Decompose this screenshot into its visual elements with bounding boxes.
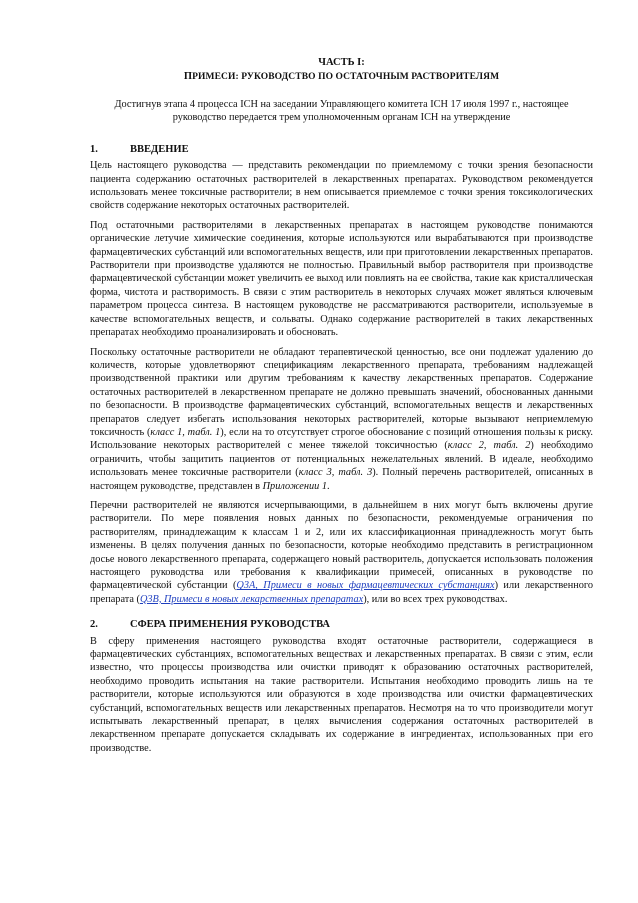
text-run: ), или во всех трех руководствах.	[363, 593, 508, 605]
appendix-1-reference: Приложении 1	[262, 480, 327, 492]
class-2-reference: класс 2, табл. 2	[447, 440, 531, 452]
intro-statement: Достигнув этапа 4 процесса ICH на заседании Управляющего комитета ICH 17 июля 1997 г., настоящее руководство передается трем уполномоченным органам ICH на утверждение	[114, 99, 569, 124]
part-title: ЧАСТЬ I:	[318, 57, 365, 68]
section-2-paragraph-1: В сферу применения настоящего руководства входят остаточные растворители, содержащиеся в фармацевтических субстанциях, вспомогательных веществах и лекарственных препаратах. В связи с этим, если известно, что процессы производства или очистки приводят к образованию остаточных растворителей, необходимо проводить испытания на такие растворители. Испытания необходимо проводить лишь на те растворители, которые используются или образуются в ходе производства или очистки фармацевтических субстанций, вспомогательных веществ или лекарственных препаратов. Несмотря на то что производители могут испытывать лекарственный препарат, в целях вычисления содержания остаточных растворителей в лекарственном препарате допускается складывать их содержание в ингредиентах, использованных при его производстве.	[90, 635, 593, 754]
q3a-guideline-link[interactable]: Q3A, Примеси в новых фармацевтических субстанциях	[236, 580, 495, 592]
section-2-number: 2.	[90, 619, 98, 631]
section-2-title: СФЕРА ПРИМЕНЕНИЯ РУКОВОДСТВА	[130, 619, 331, 631]
text-run: ), если на то отсутствует строгое обоснование с позиций отношения пользы к риску. Использование некоторых растворителей с менее тяжелой токсичностью (	[90, 426, 593, 452]
text-run: Перечни растворителей не являются исчерпывающими, в дальнейшем в них могут быть включены другие растворители. По мере появления новых данных по безопасности, рекомендуемые ограничения по растворителям, принадлежащим к классам 1 и 2, или их классификационная принадлежность могут быть изменены. В целях получения данных по безопасности, которые необходимо представить в регистрационном досье нового лекарственного препарата, содержащего новый растворитель, допускается использовать положения настоящего руководства или требования к квалификации примесей, описанных в руководстве по фармацевтической субстанции (	[90, 499, 593, 592]
section-1-paragraph-1: Цель настоящего руководства — представить рекомендации по приемлемому с точки зрения безопасности пациента содержанию остаточных растворителей в лекарственных препаратах. Руководством рекомендуется использовать менее токсичные растворители; в нем описывается приемлемое с точки зрения токсикологических свойств содержание некоторых остаточных растворителей.	[90, 160, 593, 212]
text-run: Поскольку остаточные растворители не обладают терапевтической ценностью, все они подлежат удалению до количеств, которые удовлетворяют спецификациям лекарственного препарата, требованиям надлежащей производственной практики или другим требованиям к качеству лекарственных препаратов. Содержание остаточных растворителей в лекарственном препарате не должно превышать значений, обоснованных данными по безопасности. В производстве фармацевтических субстанций, вспомогательных веществ и лекарственных препаратов следует избегать использования некоторых растворителей, которые вызывают неприемлемую токсичность (	[90, 346, 593, 438]
section-1-paragraph-2: Под остаточными растворителями в лекарственных препаратах в настоящем руководстве понимаются органические летучие химические соединения, которые используются или вырабатываются при производстве фармацевтических субстанций или вспомогательных веществ, или при приготовлении лекарственных препаратов. Растворители при производстве удаляются не полностью. Правильный выбор растворителя при производстве фармацевтической субстанции может увеличить ее выход или повлиять на ее свойства, такие как кристаллическая форма, чистота и растворимость. В связи с этим растворитель в некоторых случаях может являться ключевым параметром процесса синтеза. В настоящем руководстве не рассматриваются растворители, используемые в качестве вспомогательных веществ, и сольваты. Однако содержание растворителей в таких лекарственных препаратах необходимо проанализировать и обосновать.	[90, 219, 593, 339]
subtitle-initial: П	[183, 71, 193, 82]
section-1-paragraph-4	[90, 499, 593, 606]
class-1-reference: класс 1, табл. 1	[150, 426, 221, 438]
section-1-paragraph-3	[90, 346, 593, 493]
q3b-guideline-link[interactable]: Q3B, Примеси в новых лекарственных препаратах	[139, 593, 364, 605]
text-run: ). Полный перечень растворителей, описанных в настоящем руководстве, представлен в	[90, 467, 594, 492]
section-1-title: ВВЕДЕНИЕ	[130, 143, 189, 155]
section-1-heading	[90, 143, 593, 156]
text-run: .	[327, 480, 330, 492]
text-run: ) или лекарственного препарата (	[90, 580, 594, 605]
section-2-heading	[90, 618, 593, 631]
section-1-number: 1.	[90, 143, 98, 155]
text-run: ) необходимо ограничить, чтобы защитить пациентов от потенциальных нежелательных явлений. В идеале, необходимо использовать менее токсичные растворители (	[90, 440, 593, 479]
class-3-reference: класс 3, табл. 3	[298, 467, 373, 479]
document-subtitle	[90, 70, 593, 84]
subtitle-rest: РИМЕСИ: РУКОВОДСТВО ПО ОСТАТОЧНЫМ РАСТВОРИТЕЛЯМ	[192, 72, 500, 82]
